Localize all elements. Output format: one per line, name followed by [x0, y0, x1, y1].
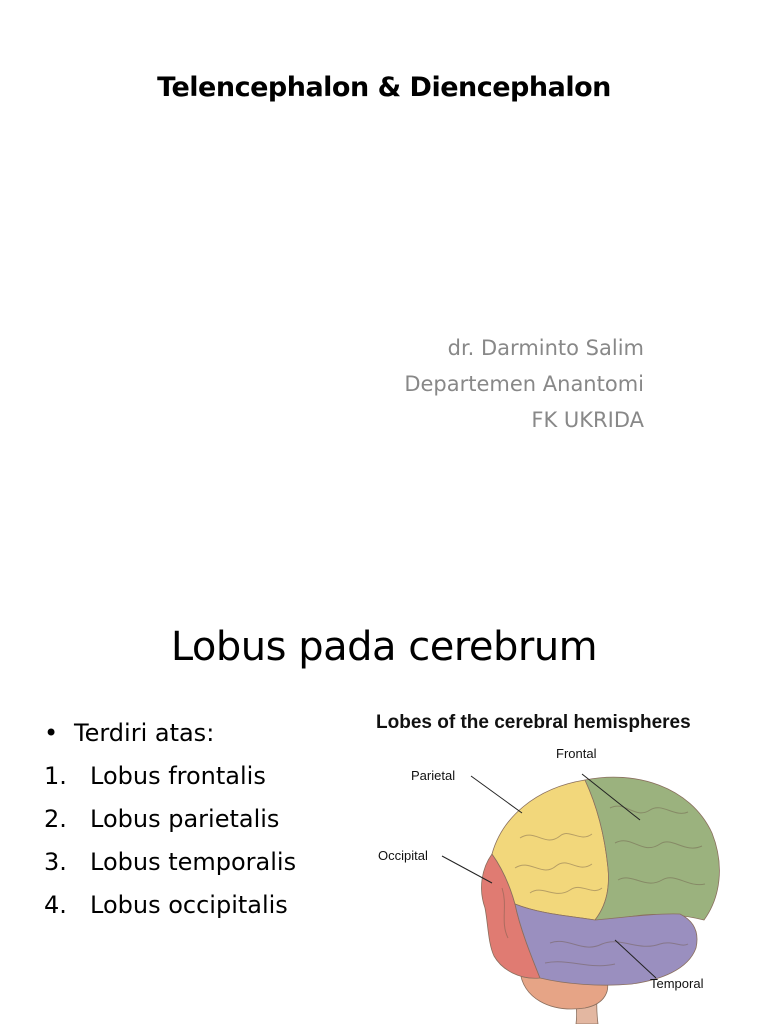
label-temporal: Temporal [650, 976, 704, 991]
label-parietal: Parietal [411, 768, 456, 783]
slide-lobes [0, 588, 768, 1024]
author-name: dr. Darminto Salim [447, 336, 644, 360]
figure-title: Lobes of the cerebral hemispheres [376, 712, 691, 733]
list-marker: • [44, 719, 59, 747]
list-item [44, 884, 296, 927]
list-item [44, 712, 296, 755]
list-marker: 3. [44, 848, 67, 876]
brain-lobes-figure [370, 708, 742, 1024]
slide-lobes-heading: Lobus pada cerebrum [170, 624, 598, 670]
list-marker: 1. [44, 762, 67, 790]
label-occipital: Occipital [378, 848, 428, 863]
list-text: Lobus occipitalis [90, 891, 288, 919]
label-frontal: Frontal [556, 746, 597, 761]
author-institution: FK UKRIDA [531, 408, 644, 432]
lobes-list [44, 712, 296, 927]
list-item [44, 755, 296, 798]
slide-title-heading: Telencephalon & Diencephalon [157, 72, 611, 103]
list-text: Terdiri atas: [74, 719, 215, 747]
author-block [404, 330, 644, 438]
list-item [44, 841, 296, 884]
list-text: Lobus temporalis [90, 848, 297, 876]
list-item [44, 798, 296, 841]
author-department: Departemen Anantomi [404, 372, 644, 396]
list-marker: 2. [44, 805, 67, 833]
list-text: Lobus parietalis [90, 805, 280, 833]
list-marker: 4. [44, 891, 67, 919]
list-text: Lobus frontalis [90, 762, 266, 790]
